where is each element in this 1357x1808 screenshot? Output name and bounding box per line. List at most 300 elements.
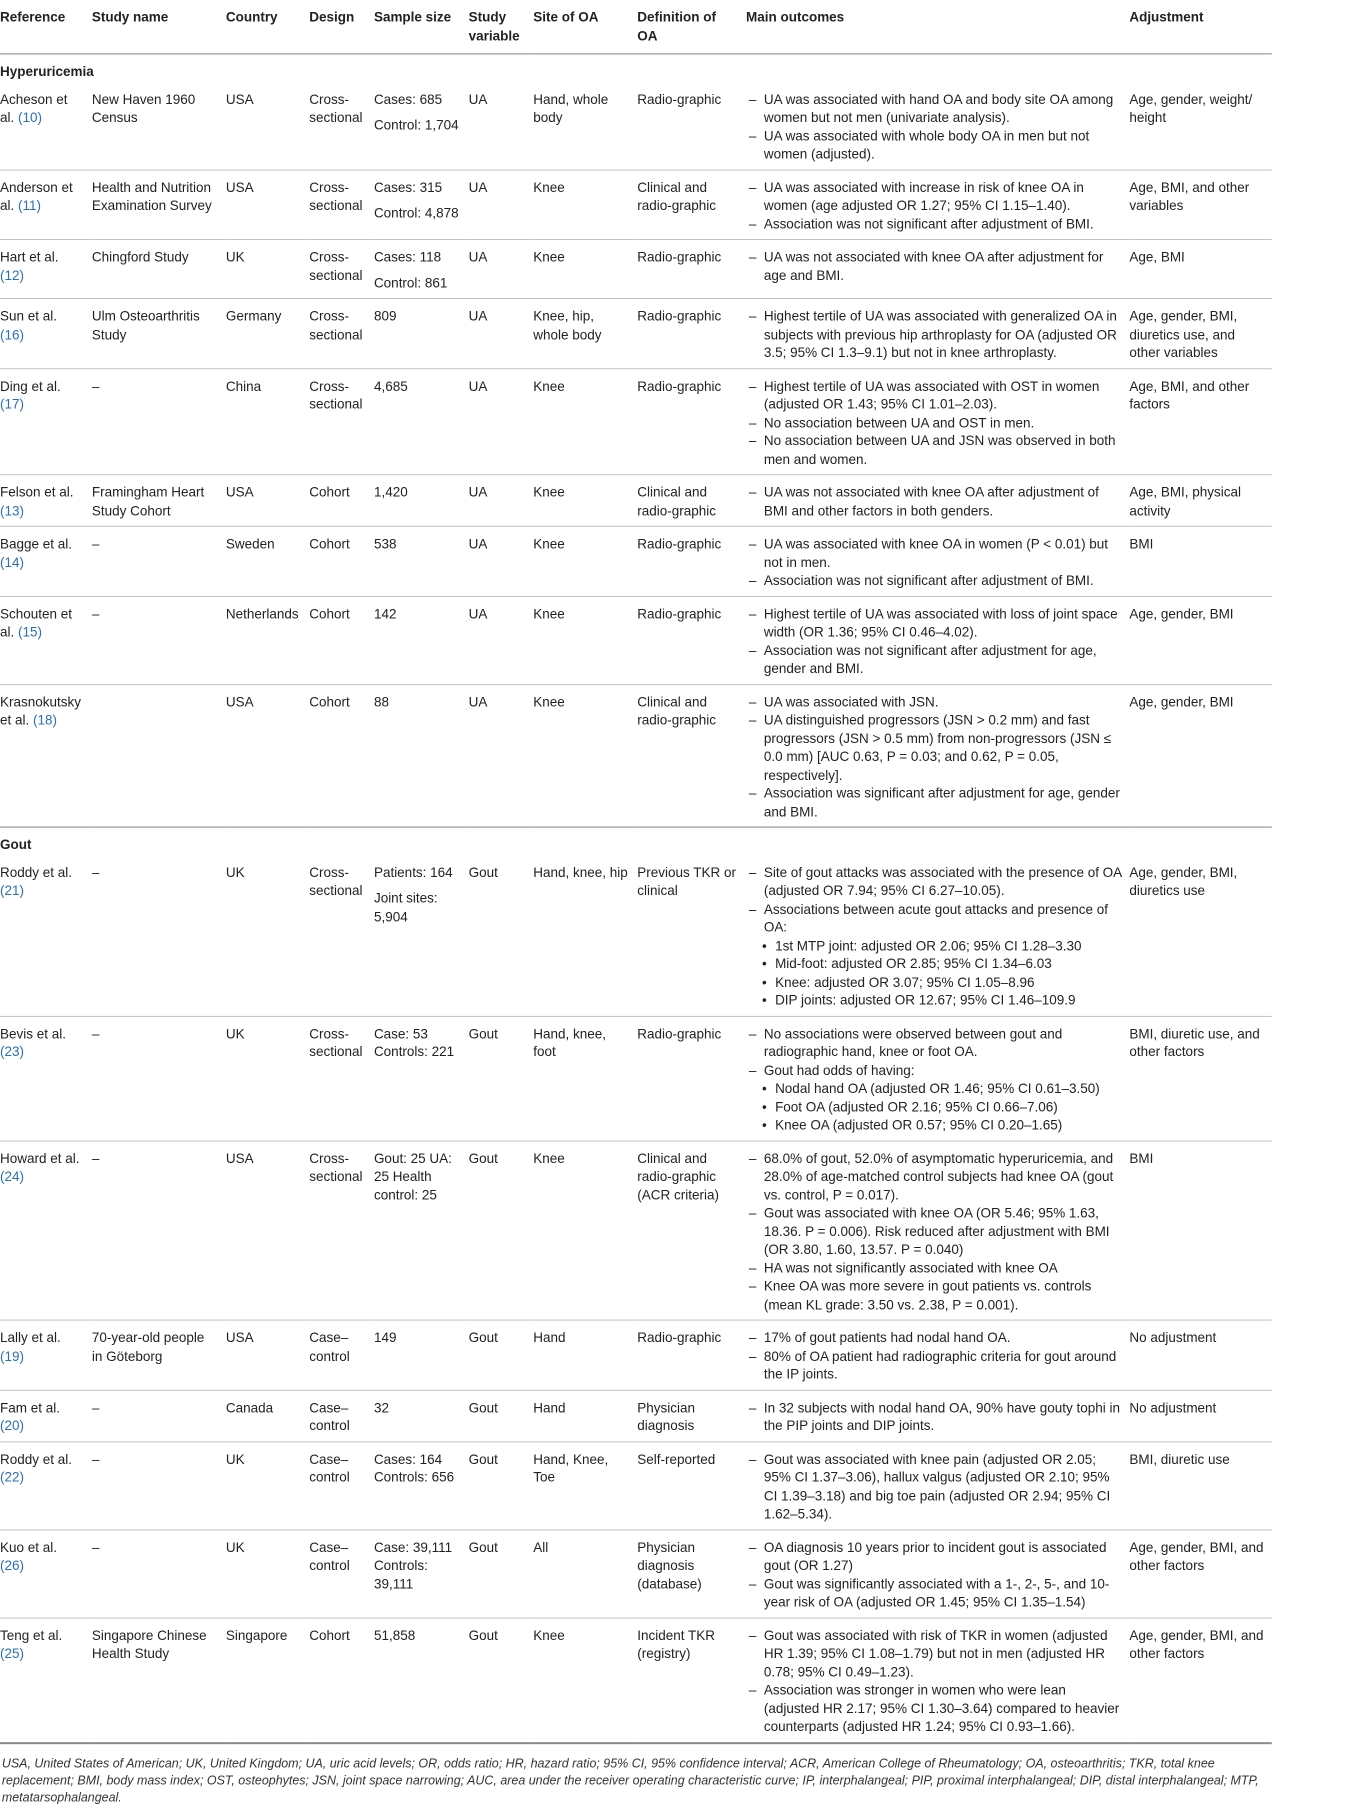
- country-cell: UK: [226, 239, 309, 298]
- site-of-oa-cell: Knee: [533, 526, 637, 596]
- reference-text: Schouten et al.: [0, 606, 72, 641]
- outcome-item: – UA was associated with knee OA in women (P < 0.01) but not in men.: [746, 536, 1122, 573]
- sample-size-line: 142: [373, 606, 397, 622]
- design-cell: Cross-sectional: [309, 239, 374, 298]
- study-variable-cell: UA: [469, 368, 534, 474]
- outcome-bullet-item: • Knee: adjusted OR 3.07; 95% CI 1.05–8.96: [746, 974, 1122, 992]
- design-cell: Cross-sectional: [309, 1016, 374, 1141]
- study-name-cell: –: [92, 596, 226, 684]
- sample-size-cell: [374, 1441, 469, 1529]
- country-cell: Sweden: [226, 526, 309, 596]
- study-variable-cell: Gout: [469, 1441, 534, 1529]
- site-of-oa-cell: All: [533, 1530, 637, 1618]
- design-cell: Cross-sectional: [309, 82, 374, 170]
- sample-size-line: Cases: 118: [373, 250, 442, 266]
- column-header: Site of OA: [533, 0, 637, 54]
- study-name-cell: Health and Nutrition Examination Survey: [92, 170, 226, 240]
- site-of-oa-cell: Knee, hip, whole body: [533, 299, 637, 369]
- country-cell: USA: [226, 475, 309, 527]
- site-of-oa-cell: Knee: [533, 368, 637, 474]
- sample-size-cell: [374, 299, 469, 369]
- sample-size-line: 51,858: [373, 1628, 416, 1644]
- outcome-item: – Association was not significant after adjustment of BMI.: [746, 573, 1122, 591]
- table-row: [0, 239, 1272, 298]
- main-outcomes-cell: [746, 1390, 1129, 1442]
- study-variable-cell: UA: [469, 299, 534, 369]
- study-name-cell: –: [92, 368, 226, 474]
- study-variable-cell: UA: [469, 526, 534, 596]
- sample-size-line: Cases: 685: [373, 92, 443, 108]
- study-variable-cell: Gout: [469, 1320, 534, 1390]
- outcomes-list: [746, 606, 1122, 679]
- outcome-item: – Associations between acute gout attacks and presence of OA:: [746, 901, 1122, 938]
- outcome-item: – Highest tertile of UA was associated with generalized OA in subjects with previous hip arthroplasty for OA (adjusted OR 3.5; 95% CI 1.3–9.1) but not in knee arthroplasty.: [746, 308, 1122, 363]
- table-row: [0, 526, 1272, 596]
- reference-text: Bevis et al.: [0, 1026, 66, 1042]
- outcome-item: – Gout had odds of having:: [746, 1062, 1122, 1080]
- reference-text: Fam et al.: [0, 1400, 60, 1416]
- site-of-oa-cell: Knee: [533, 1618, 637, 1743]
- citation-link[interactable]: (20): [0, 1418, 24, 1434]
- column-header: Design: [309, 0, 374, 54]
- column-header: Study name: [92, 0, 226, 54]
- study-name-cell: 70-year-old people in Göteborg: [92, 1320, 226, 1390]
- reference-text: Bagge et al.: [0, 537, 72, 553]
- outcome-item: – Highest tertile of UA was associated with loss of joint space width (OR 1.36; 95% CI 0.46–4.02).: [746, 606, 1122, 643]
- outcome-item: – 80% of OA patient had radiographic criteria for gout around the IP joints.: [746, 1348, 1122, 1385]
- design-cell: Cohort: [309, 475, 374, 527]
- definition-of-oa-cell: Radio-graphic: [637, 82, 746, 170]
- citation-link[interactable]: (26): [0, 1558, 24, 1574]
- design-cell: Case–control: [309, 1441, 374, 1529]
- country-cell: China: [226, 368, 309, 474]
- reference-text: Kuo et al.: [0, 1540, 57, 1556]
- table-row: [0, 368, 1272, 474]
- sample-size-line: Case: 39,111 Controls: 39,111: [373, 1540, 453, 1592]
- reference-cell: [0, 855, 92, 1016]
- table-row: [0, 82, 1272, 170]
- main-outcomes-cell: [746, 1320, 1129, 1390]
- definition-of-oa-cell: Physician diagnosis (database): [637, 1530, 746, 1618]
- section-title: Gout: [0, 837, 32, 853]
- main-outcomes-cell: [746, 1141, 1129, 1320]
- main-outcomes-cell: [746, 1016, 1129, 1141]
- table-row: [0, 855, 1272, 1016]
- reference-cell: [0, 1390, 92, 1442]
- main-outcomes-cell: [746, 1618, 1129, 1743]
- country-cell: USA: [226, 1320, 309, 1390]
- main-outcomes-cell: [746, 239, 1129, 298]
- country-cell: USA: [226, 1141, 309, 1320]
- sample-size-line: Gout: 25 UA: 25 Health control: 25: [373, 1151, 452, 1203]
- outcome-bullet-item: • Nodal hand OA (adjusted OR 1.46; 95% CI 0.61–3.50): [746, 1081, 1122, 1099]
- design-cell: Cross-sectional: [309, 1141, 374, 1320]
- country-cell: Canada: [226, 1390, 309, 1442]
- definition-of-oa-cell: Radio-graphic: [637, 1016, 746, 1141]
- study-variable-cell: UA: [469, 82, 534, 170]
- column-header: Adjustment: [1129, 0, 1271, 54]
- design-cell: Cross-sectional: [309, 368, 374, 474]
- main-outcomes-cell: [746, 1530, 1129, 1618]
- reference-text: Felson et al.: [0, 485, 74, 501]
- country-cell: Singapore: [226, 1618, 309, 1743]
- design-cell: Case–control: [309, 1320, 374, 1390]
- site-of-oa-cell: Knee: [533, 596, 637, 684]
- study-name-cell: –: [92, 1141, 226, 1320]
- outcomes-list: [746, 694, 1122, 822]
- definition-of-oa-cell: Radio-graphic: [637, 526, 746, 596]
- main-outcomes-cell: [746, 855, 1129, 1016]
- citation-link[interactable]: (11): [17, 198, 41, 214]
- sample-size-cell: [374, 1390, 469, 1442]
- adjustment-cell: Age, gender, BMI: [1129, 684, 1271, 827]
- outcome-item: – UA was not associated with knee OA after adjustment of BMI and other factors in both genders.: [746, 485, 1122, 522]
- site-of-oa-cell: Knee: [533, 1141, 637, 1320]
- reference-cell: [0, 1441, 92, 1529]
- sample-size-line: Patients: 164: [373, 865, 453, 881]
- reference-text: Acheson et al.: [0, 92, 68, 126]
- study-name-cell: [92, 684, 226, 827]
- study-name-cell: Chingford Study: [92, 239, 226, 298]
- sample-size-line: 4,685: [373, 379, 408, 395]
- column-header: Main outcomes: [746, 0, 1129, 54]
- adjustment-cell: Age, gender, weight/ height: [1129, 82, 1271, 170]
- adjustment-cell: Age, BMI: [1129, 239, 1271, 298]
- site-of-oa-cell: Hand, knee, foot: [533, 1016, 637, 1141]
- definition-of-oa-cell: Clinical and radio-graphic: [637, 475, 746, 527]
- sample-size-line: Control: 861: [373, 276, 448, 292]
- adjustment-cell: Age, gender, BMI, diuretics use: [1129, 855, 1271, 1016]
- sample-size-cell: [374, 239, 469, 298]
- outcomes-list: [746, 1330, 1122, 1385]
- reference-cell: [0, 1016, 92, 1141]
- country-cell: Netherlands: [226, 596, 309, 684]
- outcomes-list: [746, 91, 1122, 164]
- adjustment-cell: No adjustment: [1129, 1390, 1271, 1442]
- outcome-item: – No associations were observed between gout and radiographic hand, knee or foot OA.: [746, 1026, 1122, 1063]
- header-row: [0, 0, 1272, 54]
- design-cell: Cross-sectional: [309, 299, 374, 369]
- outcome-item: – UA was associated with hand OA and body site OA among women but not men (univariate analysis).: [746, 91, 1122, 128]
- outcome-item: – Association was stronger in women who were lean (adjusted HR 2.17; 95% CI 1.30–3.64) compared to heavier counterparts (adjusted HR 1.24; 95% CI 0.93–1.66).: [746, 1682, 1122, 1737]
- table-row: [0, 1441, 1272, 1529]
- table-header: [0, 0, 1272, 54]
- design-cell: Cohort: [309, 684, 374, 827]
- column-header: Definition of OA: [637, 0, 746, 54]
- adjustment-cell: BMI: [1129, 1141, 1271, 1320]
- study-variable-cell: Gout: [469, 1016, 534, 1141]
- outcomes-list: [746, 865, 1122, 1011]
- outcomes-list: [746, 1539, 1122, 1612]
- sample-size-line: Case: 53 Controls: 221: [373, 1026, 455, 1060]
- definition-of-oa-cell: Previous TKR or clinical: [637, 855, 746, 1016]
- reference-text: Ding et al.: [0, 379, 61, 395]
- outcomes-list: [746, 1451, 1122, 1524]
- study-name-cell: Framingham Heart Study Cohort: [92, 475, 226, 527]
- sample-size-cell: [374, 855, 469, 1016]
- definition-of-oa-cell: Physician diagnosis: [637, 1390, 746, 1442]
- sample-size-line: Cases: 315: [373, 180, 443, 196]
- country-cell: UK: [226, 1441, 309, 1529]
- outcome-item: – In 32 subjects with nodal hand OA, 90% have gouty tophi in the PIP joints and DIP joints.: [746, 1400, 1122, 1437]
- country-cell: Germany: [226, 299, 309, 369]
- citation-link[interactable]: (21): [0, 883, 24, 899]
- table-row: [0, 299, 1272, 369]
- section-header-row: [0, 827, 1272, 855]
- outcome-item: – UA was associated with JSN.: [746, 694, 1122, 712]
- reference-cell: [0, 1530, 92, 1618]
- definition-of-oa-cell: Clinical and radio-graphic: [637, 684, 746, 827]
- citation-link[interactable]: (13): [0, 503, 24, 519]
- outcomes-list: [746, 1400, 1122, 1437]
- site-of-oa-cell: Knee: [533, 684, 637, 827]
- outcomes-list: [746, 1627, 1122, 1737]
- study-variable-cell: Gout: [469, 1618, 534, 1743]
- citation-link[interactable]: (23): [0, 1044, 24, 1060]
- reference-cell: [0, 526, 92, 596]
- sample-size-cell: [374, 596, 469, 684]
- reference-text: Krasnokutsky et al.: [0, 694, 81, 729]
- sample-size-cell: [374, 684, 469, 827]
- outcome-item: – Gout was associated with knee OA (OR 5.46; 95% 1.63, 18.36. P = 0.006). Risk reduced after adjustment with BMI (OR 3.80, 1.60, 13.57. P = 0.040): [746, 1205, 1122, 1260]
- sample-size-line: 149: [373, 1330, 397, 1346]
- outcomes-list: [746, 485, 1122, 522]
- adjustment-cell: Age, BMI, physical activity: [1129, 475, 1271, 527]
- outcome-item: – Gout was significantly associated with a 1-, 2-, 5-, and 10-year risk of OA (adjusted OR 1.45; 95% CI 1.35–1.54): [746, 1576, 1122, 1613]
- site-of-oa-cell: Hand: [533, 1320, 637, 1390]
- outcome-item: – 17% of gout patients had nodal hand OA.: [746, 1330, 1122, 1348]
- table-row: [0, 1530, 1272, 1618]
- sample-size-cell: [374, 82, 469, 170]
- outcome-item: – Association was not significant after adjustment for age, gender and BMI.: [746, 642, 1122, 679]
- outcome-item: – UA was associated with increase in risk of knee OA in women (age adjusted OR 1.27; 95% CI 1.15–1.40).: [746, 179, 1122, 216]
- design-cell: Case–control: [309, 1530, 374, 1618]
- sample-size-cell: [374, 1320, 469, 1390]
- site-of-oa-cell: Hand: [533, 1390, 637, 1442]
- site-of-oa-cell: Knee: [533, 239, 637, 298]
- sample-size-cell: [374, 368, 469, 474]
- adjustment-cell: Age, BMI, and other factors: [1129, 368, 1271, 474]
- citation-link[interactable]: (18): [32, 713, 57, 729]
- sample-size-line: 538: [373, 537, 397, 553]
- adjustment-cell: Age, gender, BMI, and other factors: [1129, 1530, 1271, 1618]
- design-cell: Cohort: [309, 596, 374, 684]
- outcome-item: – OA diagnosis 10 years prior to incident gout is associated gout (OR 1.27): [746, 1539, 1122, 1576]
- adjustment-cell: Age, gender, BMI, and other factors: [1129, 1618, 1271, 1743]
- outcomes-list: [746, 249, 1122, 286]
- outcome-item: – UA was not associated with knee OA after adjustment for age and BMI.: [746, 249, 1122, 286]
- site-of-oa-cell: Knee: [533, 170, 637, 240]
- citation-link[interactable]: (19): [0, 1349, 24, 1365]
- outcome-item: – 68.0% of gout, 52.0% of asymptomatic hyperuricemia, and 28.0% of age-matched control subjects had knee OA (gout vs. control, P = 0.017).: [746, 1150, 1122, 1205]
- definition-of-oa-cell: Radio-graphic: [637, 368, 746, 474]
- adjustment-cell: Age, gender, BMI: [1129, 596, 1271, 684]
- reference-cell: [0, 368, 92, 474]
- outcomes-list: [746, 1026, 1122, 1136]
- sample-size-line: Joint sites: 5,904: [373, 891, 438, 925]
- reference-cell: [0, 1141, 92, 1320]
- site-of-oa-cell: Knee: [533, 475, 637, 527]
- outcome-bullet-item: • Knee OA (adjusted OR 0.57; 95% CI 0.20–1.65): [746, 1117, 1122, 1135]
- citation-link[interactable]: (25): [0, 1646, 24, 1662]
- main-outcomes-cell: [746, 1441, 1129, 1529]
- site-of-oa-cell: Hand, whole body: [533, 82, 637, 170]
- column-header: Reference: [0, 0, 92, 54]
- reference-cell: [0, 170, 92, 240]
- main-outcomes-cell: [746, 82, 1129, 170]
- reference-text: Teng et al.: [0, 1628, 63, 1644]
- sample-size-line: 809: [373, 309, 397, 325]
- outcome-item: – No association between UA and JSN was observed in both men and women.: [746, 433, 1122, 470]
- design-cell: Cohort: [309, 1618, 374, 1743]
- outcome-item: – Gout was associated with risk of TKR in women (adjusted HR 1.39; 95% CI 1.08–1.79) but not in men (adjusted HR 0.78; 95% CI 0.49–1.23).: [746, 1627, 1122, 1682]
- sample-size-cell: [374, 526, 469, 596]
- citation-link[interactable]: (22): [0, 1470, 24, 1486]
- reference-text: Anderson et al.: [0, 180, 73, 214]
- column-header: Sample size: [374, 0, 469, 54]
- section-header-row: [0, 54, 1272, 82]
- reference-cell: [0, 1618, 92, 1743]
- reference-cell: [0, 239, 92, 298]
- sample-size-cell: [374, 475, 469, 527]
- column-header: Country: [226, 0, 309, 54]
- table-row: [0, 170, 1272, 240]
- country-cell: USA: [226, 170, 309, 240]
- definition-of-oa-cell: Incident TKR (registry): [637, 1618, 746, 1743]
- reference-text: Roddy et al.: [0, 1452, 72, 1468]
- sample-size-cell: [374, 1618, 469, 1743]
- section-title: Hyperuricemia: [0, 64, 94, 80]
- table-row: [0, 1390, 1272, 1442]
- sample-size-cell: [374, 1016, 469, 1141]
- citation-link[interactable]: (14): [0, 555, 24, 571]
- study-variable-cell: Gout: [469, 1530, 534, 1618]
- sample-size-cell: [374, 170, 469, 240]
- reference-cell: [0, 82, 92, 170]
- adjustment-cell: BMI: [1129, 526, 1271, 596]
- reference-text: Hart et al.: [0, 250, 59, 266]
- sample-size-cell: [374, 1530, 469, 1618]
- outcome-item: – Knee OA was more severe in gout patients vs. controls (mean KL grade: 3.50 vs. 2.38, P = 0.001).: [746, 1278, 1122, 1315]
- outcome-bullet-item: • DIP joints: adjusted OR 12.67; 95% CI 1.46–109.9: [746, 993, 1122, 1011]
- study-variable-cell: Gout: [469, 1390, 534, 1442]
- study-variable-cell: Gout: [469, 1141, 534, 1320]
- citation-link[interactable]: (12): [0, 268, 24, 284]
- study-variable-cell: UA: [469, 170, 534, 240]
- reference-cell: [0, 299, 92, 369]
- outcome-item: – Association was significant after adjustment for age, gender and BMI.: [746, 785, 1122, 822]
- adjustment-cell: No adjustment: [1129, 1320, 1271, 1390]
- main-outcomes-cell: [746, 170, 1129, 240]
- outcomes-list: [746, 536, 1122, 591]
- outcome-item: – Association was not significant after adjustment of BMI.: [746, 216, 1122, 234]
- sample-size-line: Control: 4,878: [373, 206, 459, 222]
- sample-size-line: 32: [373, 1400, 389, 1416]
- adjustment-cell: BMI, diuretic use: [1129, 1441, 1271, 1529]
- study-variable-cell: Gout: [469, 855, 534, 1016]
- citation-link[interactable]: (16): [0, 327, 24, 343]
- study-name-cell: –: [92, 1530, 226, 1618]
- citation-link[interactable]: (15): [17, 625, 42, 641]
- table-row: [0, 475, 1272, 527]
- reference-text: Howard et al.: [0, 1151, 80, 1167]
- reference-cell: [0, 596, 92, 684]
- study-name-cell: New Haven 1960 Census: [92, 82, 226, 170]
- outcome-bullet-item: • Mid-foot: adjusted OR 2.85; 95% CI 1.34–6.03: [746, 956, 1122, 974]
- outcome-item: – Highest tertile of UA was associated with OST in women (adjusted OR 1.43; 95% CI 1.01–2.03).: [746, 378, 1122, 415]
- study-name-cell: –: [92, 1016, 226, 1141]
- study-variable-cell: UA: [469, 239, 534, 298]
- citation-link[interactable]: (24): [0, 1169, 24, 1185]
- study-name-cell: –: [92, 855, 226, 1016]
- outcome-bullet-item: • Foot OA (adjusted OR 2.16; 95% CI 0.66–7.06): [746, 1099, 1122, 1117]
- table-row: [0, 1016, 1272, 1141]
- definition-of-oa-cell: Radio-graphic: [637, 299, 746, 369]
- outcome-item: – UA was associated with whole body OA in men but not women (adjusted).: [746, 128, 1122, 165]
- study-name-cell: Singapore Chinese Health Study: [92, 1618, 226, 1743]
- reference-text: Sun et al.: [0, 309, 57, 325]
- outcome-item: – No association between UA and OST in men.: [746, 415, 1122, 433]
- reference-cell: [0, 475, 92, 527]
- definition-of-oa-cell: Clinical and radio-graphic (ACR criteria): [637, 1141, 746, 1320]
- main-outcomes-cell: [746, 299, 1129, 369]
- main-outcomes-cell: [746, 475, 1129, 527]
- main-outcomes-cell: [746, 596, 1129, 684]
- country-cell: UK: [226, 855, 309, 1016]
- main-outcomes-cell: [746, 526, 1129, 596]
- outcomes-list: [746, 308, 1122, 363]
- study-name-cell: –: [92, 1441, 226, 1529]
- definition-of-oa-cell: Self-reported: [637, 1441, 746, 1529]
- design-cell: Cohort: [309, 526, 374, 596]
- main-outcomes-cell: [746, 368, 1129, 474]
- adjustment-cell: BMI, diuretic use, and other factors: [1129, 1016, 1271, 1141]
- definition-of-oa-cell: Radio-graphic: [637, 1320, 746, 1390]
- outcomes-list: [746, 378, 1122, 469]
- outcome-bullet-item: • 1st MTP joint: adjusted OR 2.06; 95% CI 1.28–3.30: [746, 938, 1122, 956]
- sample-size-line: Cases: 164 Controls: 656: [373, 1452, 455, 1486]
- definition-of-oa-cell: Radio-graphic: [637, 596, 746, 684]
- citation-link[interactable]: (10): [17, 110, 42, 126]
- sample-size-cell: [374, 1141, 469, 1320]
- study-name-cell: Ulm Osteoarthritis Study: [92, 299, 226, 369]
- adjustment-cell: Age, gender, BMI, diuretics use, and other variables: [1129, 299, 1271, 369]
- sample-size-line: 88: [373, 694, 389, 710]
- site-of-oa-cell: Hand, knee, hip: [533, 855, 637, 1016]
- study-variable-cell: UA: [469, 596, 534, 684]
- sample-size-line: 1,420: [373, 485, 408, 501]
- country-cell: UK: [226, 1530, 309, 1618]
- site-of-oa-cell: Hand, Knee, Toe: [533, 1441, 637, 1529]
- study-variable-cell: UA: [469, 475, 534, 527]
- sample-size-line: Control: 1,704: [373, 118, 459, 134]
- table-row: [0, 1618, 1272, 1743]
- study-name-cell: –: [92, 526, 226, 596]
- reference-cell: [0, 684, 92, 827]
- table-footnote: USA, United States of American; UK, United Kingdom; UA, uric acid levels; OR, odds ratio; HR, hazard ratio; 95% CI, 95% confidence interval; ACR, American College of Rheumatology; OA, osteoarthritis; TKR, total knee replacement; BMI, body mass index; OST, osteophytes; JSN, joint space narrowing; AUC, area under the receiver operating characteristic curve; IP, interphalangeal; PIP, proximal interphalangeal; DIP, distal interphalangeal; MTP, metatarsophalangeal.: [1, 1755, 1259, 1804]
- design-cell: Case–control: [309, 1390, 374, 1442]
- reference-text: Roddy et al.: [0, 865, 72, 881]
- outcome-item: – Gout was associated with knee pain (adjusted OR 2.05; 95% CI 1.37–3.06), hallux valgus (adjusted OR 2.10; 95% CI 1.39–3.18) and big toe pain (adjusted OR 2.94; 95% CI 1.62–5.34).: [746, 1451, 1122, 1524]
- adjustment-cell: Age, BMI, and other variables: [1129, 170, 1271, 240]
- citation-link[interactable]: (17): [0, 397, 24, 413]
- country-cell: UK: [226, 1016, 309, 1141]
- reference-text: Lally et al.: [0, 1330, 61, 1346]
- outcome-item: – UA distinguished progressors (JSN > 0.2 mm) and fast progressors (JSN > 0.5 mm) from non-progressors (JSN ≤ 0.0 mm) [AUC 0.63, P = 0.03; and 0.62, P = 0.05, respectively].: [746, 712, 1122, 785]
- country-cell: USA: [226, 82, 309, 170]
- main-outcomes-cell: [746, 684, 1129, 827]
- definition-of-oa-cell: Radio-graphic: [637, 239, 746, 298]
